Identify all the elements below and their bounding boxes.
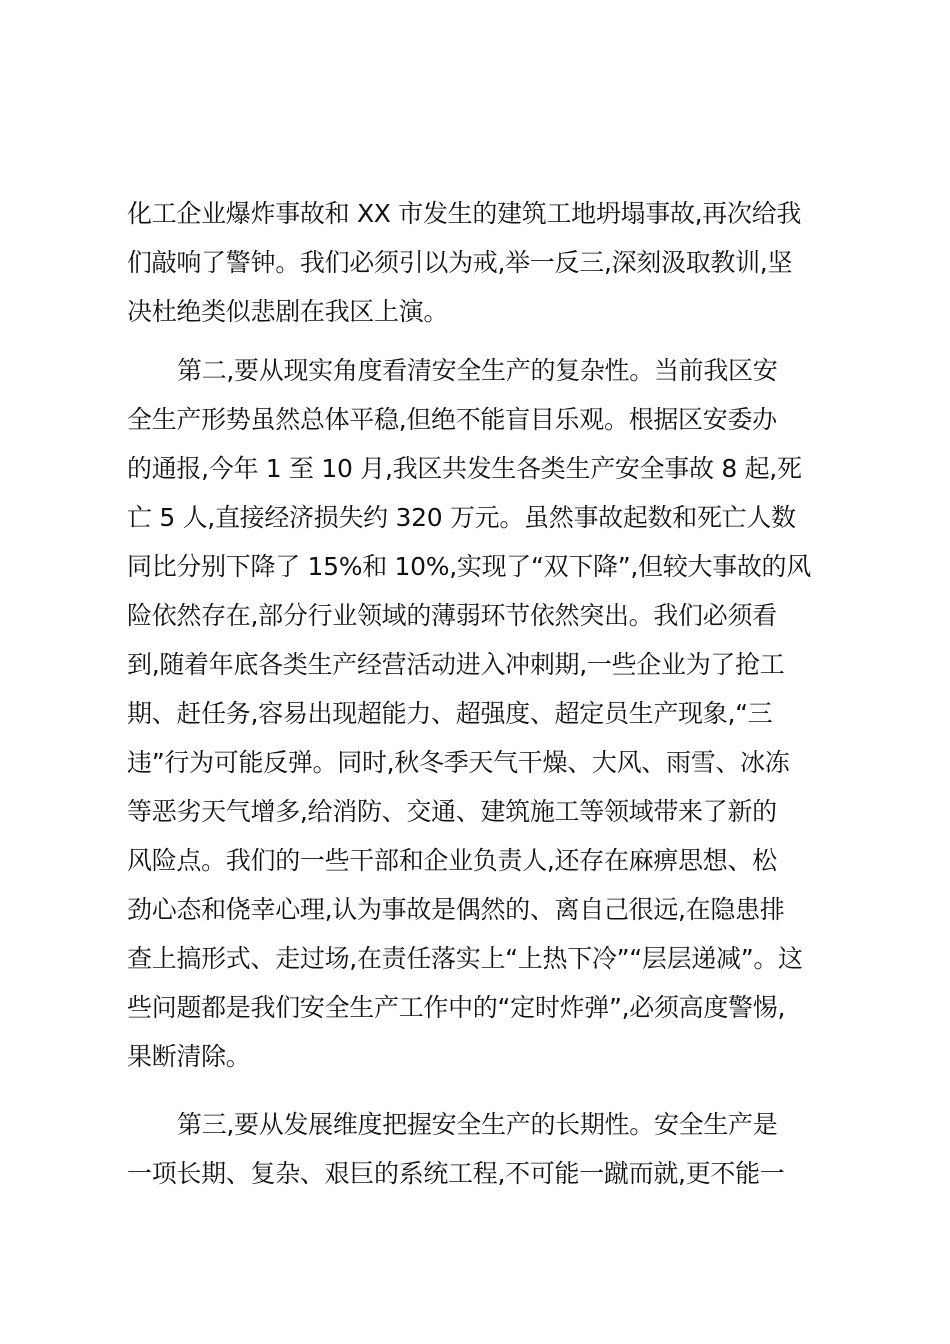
paragraph-2-line-14: 些问题都是我们安全生产工作中的“定时炸弹”,必须高度警惕, (127, 993, 786, 1022)
paragraph-2-line-7: 到,随着年底各类生产经营活动进入冲刺期,一些企业为了抢工 (127, 650, 785, 679)
paragraph-2-line-15: 果断清除。 (127, 1042, 251, 1071)
paragraph-3-line-2: 一项长期、复杂、艰巨的系统工程,不可能一蹴而就,更不能一 (127, 1159, 785, 1188)
paragraph-1-line-2: 们敲响了警钟。我们必须引以为戒,举一反三,深刻汲取教训,坚 (127, 248, 793, 277)
paragraph-3-line-1: 第三,要从发展维度把握安全生产的长期性。安全生产是 (177, 1110, 778, 1139)
paragraph-1-line-3: 决杜绝类似悲剧在我区上演。 (127, 297, 449, 326)
paragraph-2-line-1: 第二,要从现实角度看清安全生产的复杂性。当前我区安 (177, 356, 778, 385)
paragraph-2-line-10: 等恶劣天气增多,给消防、交通、建筑施工等领域带来了新的 (127, 797, 777, 826)
paragraph-2-line-13: 查上搞形式、走过场,在责任落实上“上热下冷”“层层递减”。这 (127, 944, 803, 973)
paragraph-2-line-9: 违”行为可能反弹。同时,秋冬季天气干燥、大风、雨雪、冰冻 (127, 748, 790, 777)
paragraph-2-line-6: 险依然存在,部分行业领域的薄弱环节依然突出。我们必须看 (127, 601, 777, 630)
paragraph-2-line-2: 全生产形势虽然总体平稳,但绝不能盲目乐观。根据区安委办 (127, 405, 777, 434)
paragraph-2-line-5: 同比分别下降了 15%和 10%,实现了“双下降”,但较大事故的风 (127, 552, 811, 581)
paragraph-2-line-3: 的通报,今年 1 至 10 月,我区共发生各类生产安全事故 8 起,死 (127, 454, 802, 483)
paragraph-2-line-11: 风险点。我们的一些干部和企业负责人,还存在麻痹思想、松 (127, 846, 777, 875)
paragraph-2-line-12: 劲心态和侥幸心理,认为事故是偶然的、离自己很远,在隐患排 (127, 895, 785, 924)
paragraph-1-line-1: 化工企业爆炸事故和 XX 市发生的建筑工地坍塌事故,再次给我 (127, 199, 802, 228)
paragraph-2-line-4: 亡 5 人,直接经济损失约 320 万元。虽然事故起数和死亡人数 (127, 503, 796, 532)
paragraph-2-line-8: 期、赶任务,容易出现超能力、超强度、超定员生产现象,“三 (127, 699, 773, 728)
